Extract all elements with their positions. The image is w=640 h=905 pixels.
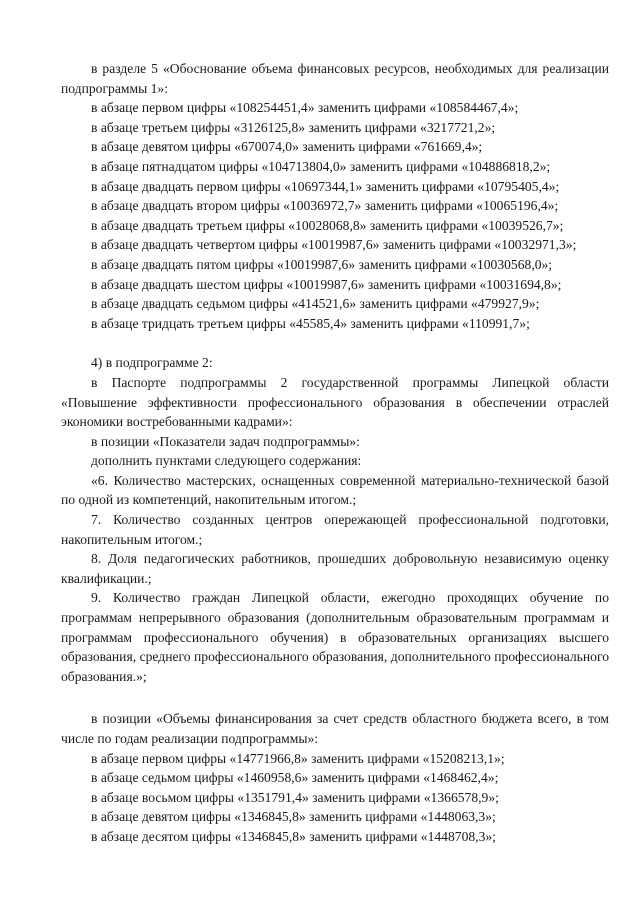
paragraph-indicator: 8. Доля педагогических работников, прошедших добровольную независимую оценку квалификации.; xyxy=(61,551,609,586)
paragraph-amendment: в абзаце двадцать пятом цифры «10019987,6» заменить цифрами «10030568,0»; xyxy=(91,256,553,272)
paragraph-amendment: в абзаце двадцать первом цифры «10697344,1» заменить цифрами «10795405,4»; xyxy=(91,178,560,194)
paragraph-amendment: в абзаце девятом цифры «1346845,8» заменить цифрами «1448063,3»; xyxy=(91,809,496,825)
paragraph-amendment: в абзаце тридцать третьем цифры «45585,4» заменить цифрами «110991,7»; xyxy=(91,315,530,331)
paragraph-amendment: в абзаце двадцать третьем цифры «10028068,8» заменить цифрами «10039526,7»; xyxy=(91,217,564,233)
paragraph-amendment: в абзаце двадцать четвертом цифры «10019987,6» заменить цифрами «10032971,3»; xyxy=(91,237,577,253)
paragraph-amendment: в абзаце первом цифры «108254451,4» заменить цифрами «108584467,4»; xyxy=(91,100,519,116)
paragraph-amendment: в абзаце седьмом цифры «1460958,6» заменить цифрами «1468462,4»; xyxy=(91,770,499,786)
paragraph-amendment: в абзаце девятом цифры «670074,0» заменить цифрами «761669,4»; xyxy=(91,139,483,155)
paragraph-passport: в Паспорте подпрограммы 2 государственной программы Липецкой области «Повышение эффективности профессионального образования в обеспечении отраслей экономики востребованными кадрами»: xyxy=(61,374,609,430)
paragraph-indicator: «6. Количество мастерских, оснащенных современной материально-технической базой по одной из компетенций, накопительным итогом.; xyxy=(61,472,609,508)
paragraph-amendment: в абзаце двадцать шестом цифры «10019987,6» заменить цифрами «10031694,8»; xyxy=(91,276,562,292)
paragraph-spacer xyxy=(61,333,609,353)
paragraph-amendment: в абзаце восьмом цифры «1351791,4» заменить цифрами «1366578,9»; xyxy=(91,789,499,805)
paragraph-spacer xyxy=(61,686,609,709)
paragraph-financing-position: в позиции «Объемы финансирования за счет средств областного бюджета всего, в том числе по годам реализации подпрограммы»: xyxy=(61,711,609,746)
paragraph-amendment: в абзаце третьем цифры «3126125,8» заменить цифрами «3217721,2»; xyxy=(91,119,496,135)
paragraph-position: в позиции «Показатели задач подпрограммы»: xyxy=(91,433,360,449)
paragraph-indicator: 9. Количество граждан Липецкой области, ежегодно проходящих обучение по программам непрерывного образования (дополнительным образовательным программам и программам профессионального обучения) в образовательных организациях высшего образования, среднего профессионального образования, дополнительного профессионального образования.»; xyxy=(61,590,609,684)
paragraph-amendment: в абзаце первом цифры «14771966,8» заменить цифрами «15208213,1»; xyxy=(91,750,505,766)
paragraph-indicator: 7. Количество созданных центров опережающей профессиональной подготовки, накопительным итогом.; xyxy=(61,512,609,547)
paragraph-subprogram2-heading: 4) в подпрограмме 2: xyxy=(91,355,213,371)
paragraph-section5-intro: в разделе 5 «Обоснование объема финансовых ресурсов, необходимых для реализации подпрограммы 1»: xyxy=(61,61,609,96)
paragraph-amendment: в абзаце двадцать втором цифры «10036972,7» заменить цифрами «10065196,4»; xyxy=(91,198,559,214)
paragraph-amendment: в абзаце пятнадцатом цифры «104713804,0» заменить цифрами «104886818,2»; xyxy=(91,158,551,174)
paragraph-amendment: в абзаце двадцать седьмом цифры «414521,6» заменить цифрами «479927,9»; xyxy=(91,296,540,312)
paragraph-supplement: дополнить пунктами следующего содержания: xyxy=(91,453,362,469)
document-body xyxy=(61,59,609,847)
paragraph-amendment: в абзаце десятом цифры «1346845,8» заменить цифрами «1448708,3»; xyxy=(91,828,496,844)
